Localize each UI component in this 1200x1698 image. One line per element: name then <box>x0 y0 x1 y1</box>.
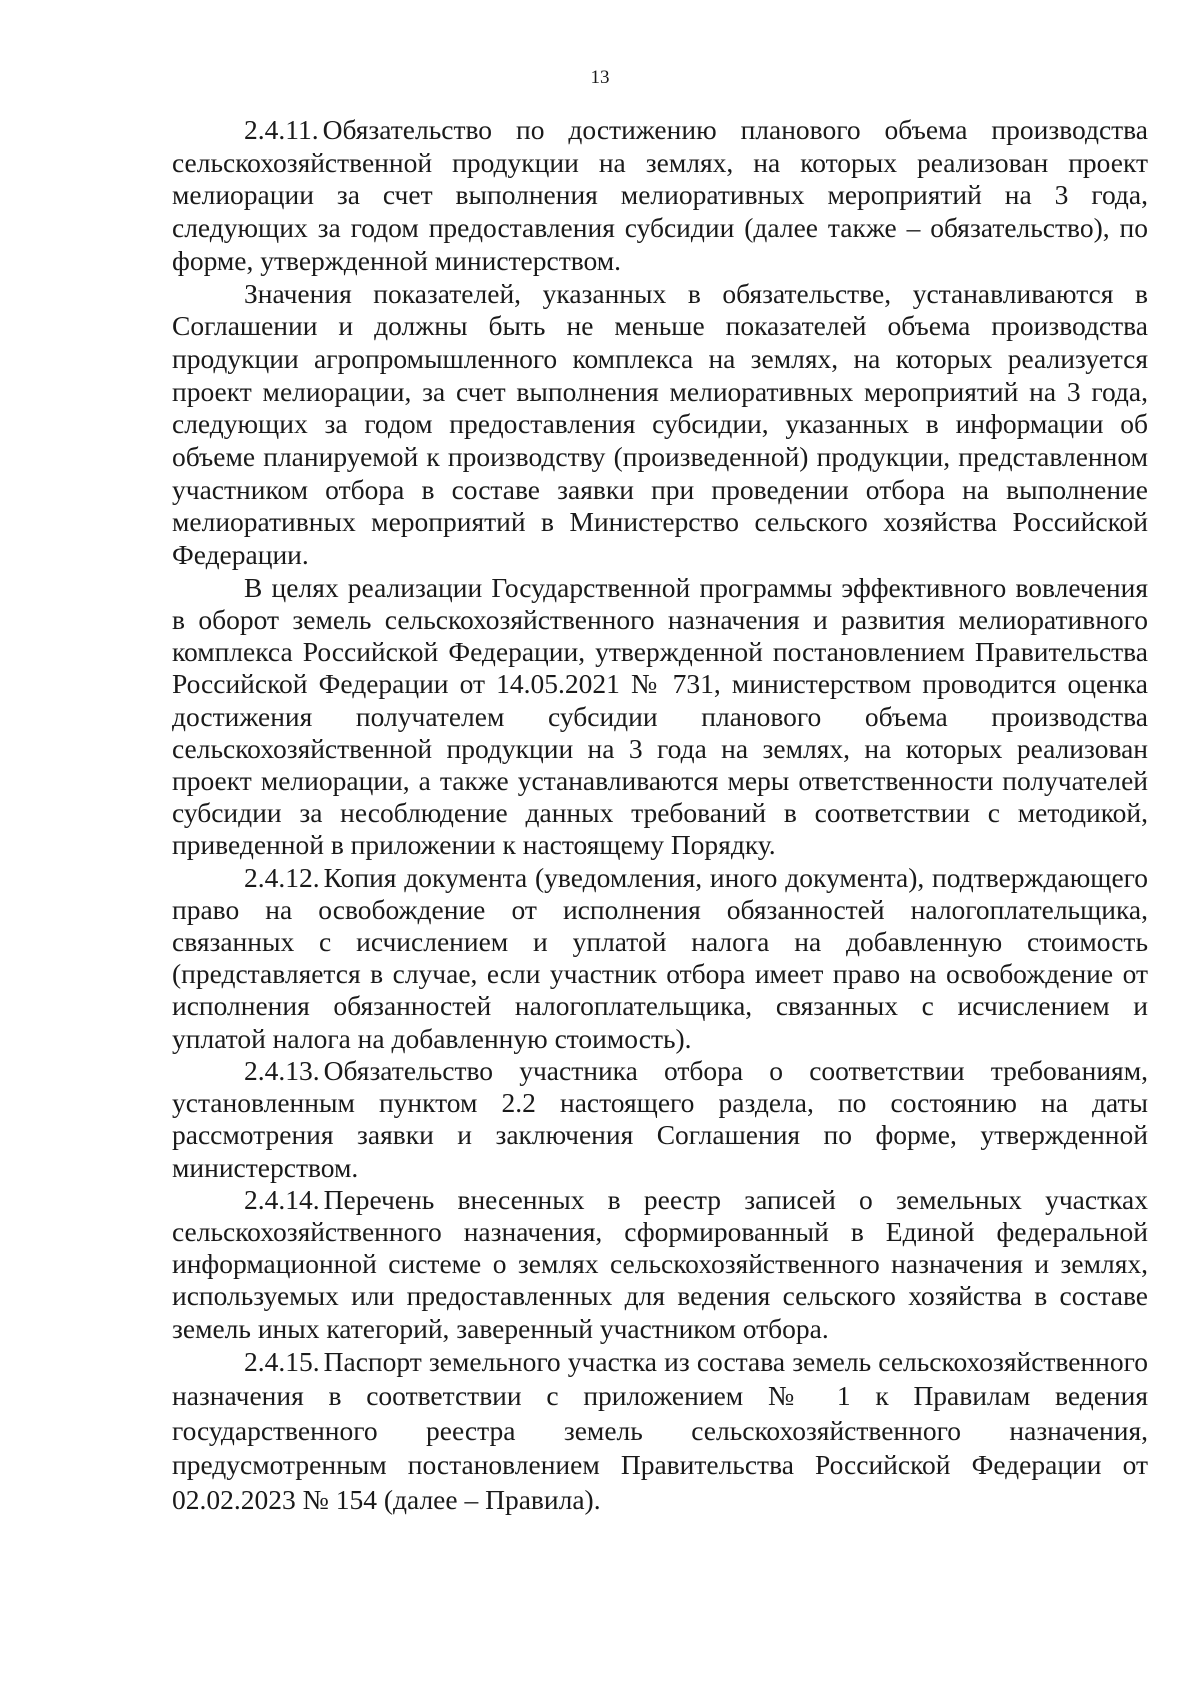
paragraph-text: В целях реализации Государственной программы эффективного вовлечения в оборот земель сельскохозяйственного назначения и развития мелиоративного комплекса Российской Федерации, утвержденной постановлением Правительства Российской Федерации от 14.05.2021 № 731, министерством проводится оценка достижения получателем субсидии планового объема производства сельскохозяйственной продукции на 3 года на землях, на которых реализован проект мелиорации, а также устанавливаются меры ответственности получателей субсидии за несоблюдение данных требований в соответствии с методикой, приведенной в приложении к настоящему Порядку. <box>172 571 1148 861</box>
paragraph-2-4-14 <box>172 1184 1148 1345</box>
paragraph-indicator-values <box>172 278 1148 572</box>
clause-number: 2.4.15. <box>244 1345 320 1377</box>
paragraph-text: Перечень внесенных в реестр записей о земельных участках сельскохозяйственного назначения, сформированный в Единой федеральной информационной системе о землях сельскохозяйственного назначения и землях, используемых или предоставленных для ведения сельского хозяйства в составе земель иных категорий, заверенный участником отбора. <box>172 1183 1148 1344</box>
paragraph-text: Обязательство по достижению планового объема производства сельскохозяйственной продукции на землях, на которых реализован проект мелиорации за счет выполнения мелиоративных мероприятий на 3 года, следующих за годом предоставления субсидии (далее также – обязательство), по форме, утвержденной министерством. <box>172 114 1148 276</box>
paragraph-text: Копия документа (уведомления, иного документа), подтверждающего право на освобождение от исполнения обязанностей налогоплательщика, связанных с исчислением и уплатой налога на добавленную стоимость (представляется в случае, если участник отбора имеет право на освобождение от исполнения обязанностей налогоплательщика, связанных с исчислением и уплатой налога на добавленную стоимость). <box>172 861 1148 1054</box>
clause-number: 2.4.14. <box>244 1183 320 1215</box>
clause-number: 2.4.12. <box>244 861 320 893</box>
paragraph-2-4-11 <box>172 114 1148 278</box>
paragraph-state-program <box>172 572 1148 862</box>
document-body <box>172 114 1148 1517</box>
paragraph-2-4-13 <box>172 1055 1148 1184</box>
page-number: 13 <box>590 67 610 88</box>
paragraph-2-4-12 <box>172 862 1148 1055</box>
paragraph-text: Обязательство участника отбора о соответствии требованиям, установленным пунктом 2.2 настоящего раздела, по состоянию на даты рассмотрения заявки и заключения Соглашения по форме, утвержденной министерством. <box>172 1054 1148 1183</box>
paragraph-2-4-15 <box>172 1345 1148 1518</box>
clause-number: 2.4.11. <box>244 114 319 145</box>
paragraph-text: Значения показателей, указанных в обязательстве, устанавливаются в Соглашении и должны быть не меньше показателей объема производства продукции агропромышленного комплекса на землях, на которых реализуется проект мелиорации, за счет выполнения мелиоративных мероприятий на 3 года, следующих за годом предоставления субсидии, указанных в информации об объеме планируемой к производству (произведенной) продукции, представленном участником отбора в составе заявки при проведении отбора на выполнение мелиоративных мероприятий в Министерство сельского хозяйства Российской Федерации. <box>172 277 1148 571</box>
clause-number: 2.4.13. <box>244 1054 320 1086</box>
paragraph-text: Паспорт земельного участка из состава земель сельскохозяйственного назначения в соответствии с приложением № 1 к Правилам ведения государственного реестра земель сельскохозяйственного назначения, предусмотренным постановлением Правительства Российской Федерации от 02.02.2023 № 154 (далее – Правила). <box>172 1345 1148 1515</box>
